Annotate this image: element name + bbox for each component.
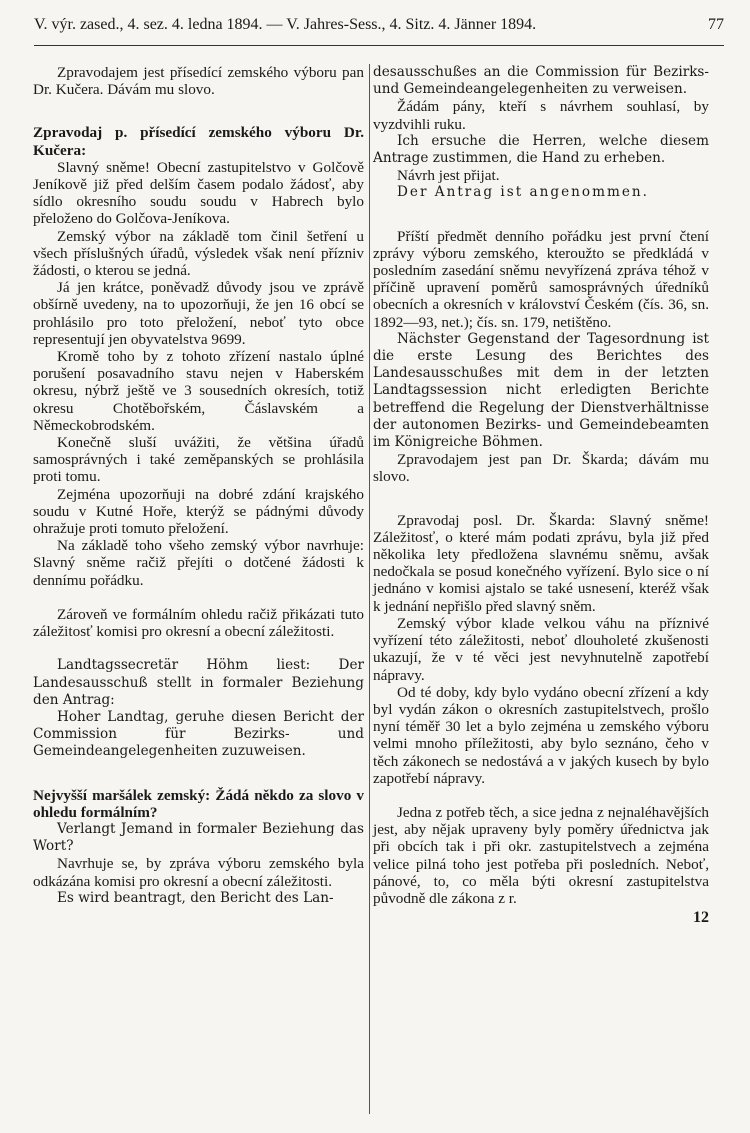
german-paragraph: Ich ersuche die Herren, welche diesem Antrage zustimmen, die Hand zu erheben. [373, 132, 709, 167]
paragraph: Žádám pány, kteří s návrhem souhlasí, by vyzdvihli ruku. [373, 98, 709, 133]
paragraph: Zejména upozorňuji na dobré zdání krajského soudu v Kutné Hoře, kterýž se pádnými důvody ohražuje proti tomuto přeložení. [33, 485, 364, 538]
german-paragraph: Landtagssecretär Höhm liest: Der Landesausschuß stellt in formaler Beziehung den Antrag: [33, 657, 364, 708]
speaker-line: Nejvyšší maršálek zemský: Žádá někdo za slovo v ohledu formálním? [33, 786, 364, 821]
german-paragraph: desausschußes an die Commission für Bezirks- und Gemeindeangelegenheiten zu verweisen. [373, 64, 709, 98]
right-column [373, 64, 709, 926]
paragraph: Zemský výbor klade velkou váhu na příznivé vyřízení této záležitosti, neboť dlouholeté zkušenosti ukazují, že v té věci jest nevyhnutelně zapotřebí nápravy. [373, 614, 709, 684]
page-header [34, 16, 724, 42]
column-divider [369, 64, 370, 1114]
paragraph: Zemský výbor na základě tom činil šetření u všech příslušných úřadů, výsledek však není přízniv žádosti, o kterou se jedná. [33, 227, 364, 280]
paragraph: Zpravodajem jest přísedící zemského výboru pan Dr. Kučera. Dávám mu slovo. [33, 64, 364, 99]
paragraph: Zpravodaj posl. Dr. Škarda: Slavný sněme! Záležitosť, o které mám podati zprávu, byla již před několika lety předložena slavnému sněmu, avšak nedočkala se posud konečného vyřízení. Bylo sice o ní jednáno v komisi ajstalo se také usnesení, kteréž však k jednání nepřišlo před slavný sněm. [373, 511, 709, 615]
german-paragraph: Nächster Gegenstand der Tagesordnung ist die erste Lesung des Berichtes des Landesausschußes mit dem in der letzten Landtagssession nicht erledigten Berichte betreffend die Regelung der Dienstverhältnisse der autonomen Bezirks- und Gemeindebeamten im Königreiche Böhmen. [373, 330, 709, 451]
paragraph: Návrh jest přijat. [397, 167, 500, 185]
page-number: 77 [708, 16, 724, 33]
paragraph: Kromě toho by z tohoto zřízení nastalo úplné porušení posavadního stavu nejen v Haberském okresu, nýbrž ještě ve 3 sousedních okresích, totiž okresu Chotěbořském, Čáslavském a Německobrodském. [33, 348, 364, 434]
paragraph: Jedna z potřeb těch, a sice jedna z nejnaléhavějších jest, aby nějak upraveny byly poměry úřednictva jak při obcích tak i při okr. zastupitelstvech a zejména velice pilná toho jest potřeba při posledních. Neboť, pánové, to, co měla býti okresní zastupitelstva původně dle zákona z r. [373, 803, 709, 907]
paragraph: Já jen krátce, poněvadž důvody jsou ve zprávě obšírně uvedeny, na to upozorňuji, že jen 16 obcí se prohlásilo pro toto přeložení, neboť tyto obce representují jen obyvatelstva 9699. [33, 279, 364, 348]
german-paragraph: Es wird beantragt, den Bericht des Lan- [57, 889, 334, 906]
paragraph: Zároveň ve formálním ohledu račiž přikázati tuto záležitosť komisi pro okresní a obecní záležitosti. [33, 605, 364, 641]
german-paragraph: Hoher Landtag, geruhe diesen Bericht der Commission für Bezirks- und Gemeindeangelegenheiten zuzuweisen. [33, 708, 364, 760]
paragraph: Zpravodajem jest pan Dr. Škarda; dávám mu slovo. [373, 451, 709, 486]
paragraph: Od té doby, kdy bylo vydáno obecní zřízení a kdy byl vydán zákon o okresních zastupitelstvech, prošlo nyní téměř 30 let a bylo zejména u zemského výboru velmi mnoho příležitosti, aby bylo seznáno, čeho v těch zákonech se nedostává a v jakých kusech by bylo zapotřebí nápravy. [373, 683, 709, 787]
paragraph: Slavný sněme! Obecní zastupitelstvo v Golčově Jeníkově již před delším časem podalo žádosť, aby sídlo okresního soudu soudu v Habrech bylo přeloženo do Golčova-Jeníkova. [33, 158, 364, 228]
paragraph: Navrhuje se, by zpráva výboru zemského byla odkázána komisi pro okresní a obecní záležitosti. [33, 855, 364, 890]
running-head: V. výr. zased., 4. sez. 4. ledna 1894. — V. Jahres-Sess., 4. Sitz. 4. Jänner 1894. [34, 16, 537, 33]
german-paragraph: Verlangt Jemand in formaler Beziehung das Wort? [33, 820, 364, 855]
signature-mark: 12 [693, 909, 709, 927]
header-rule [34, 45, 724, 46]
paragraph: Na základě toho všeho zemský výbor navrhuje: Slavný sněme račiž přejíti o dotčené žádosti k dennímu pořádku. [33, 537, 364, 589]
left-column [33, 64, 364, 907]
german-paragraph: Der Antrag ist angenommen. [397, 184, 649, 201]
speaker-line: Zpravodaj p. přísedící zemského výboru Dr. Kučera: [33, 124, 364, 159]
paragraph: Příští předmět denního pořádku jest první čtení zprávy výboru zemského, kteroužto se předkládá v posledním zasedání sněmu nevyřízená zpráva téhož v příčině upravení poměrů samosprávných úředníků obecních a okresních v království Českém (čís. 36, sn. 1892—93, net.); čís. sn. 179, netištěno. [373, 227, 709, 331]
paragraph: Konečně sluší uvážiti, že většina úřadů samosprávných i také zeměpanských se prohlásila proti tomu. [33, 434, 364, 486]
